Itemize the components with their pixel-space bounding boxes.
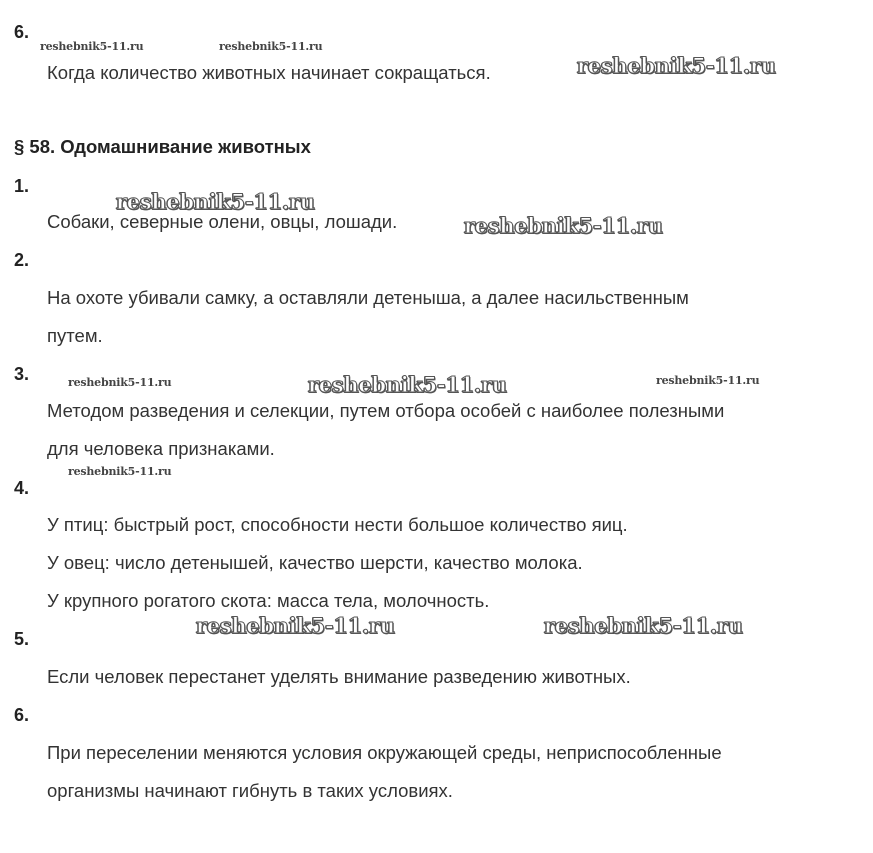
watermark-large: reshebnik5-11.ru <box>116 189 315 214</box>
item-number: 6. <box>14 705 30 725</box>
item-answer-line: Если человек перестанет уделять внимание разведению животных. <box>47 666 631 687</box>
watermark-small: reshebnik5-11.ru <box>40 40 144 53</box>
item-number: 1. <box>14 176 30 196</box>
watermark-large: reshebnik5-11.ru <box>544 613 743 638</box>
watermark-small: reshebnik5-11.ru <box>68 376 172 389</box>
item-answer-line: Собаки, северные олени, овцы, лошади. <box>47 211 398 232</box>
item-answer-line: Методом разведения и селекции, путем отбора особей с наиболее полезными <box>47 400 725 421</box>
item-number: 5. <box>14 629 30 649</box>
item-answer-line: У птиц: быстрый рост, способности нести большое количество яиц. <box>47 514 628 535</box>
prev-item-number: 6. <box>14 22 30 42</box>
item-answer-line: У овец: число детенышей, качество шерсти, качество молока. <box>47 552 583 573</box>
item-answer-line: У крупного рогатого скота: масса тела, молочность. <box>47 590 490 611</box>
item-answer-line: При переселении меняются условия окружающей среды, неприспособленные <box>47 742 722 763</box>
item-answer-line: для человека признаками. <box>47 438 275 459</box>
section-heading: § 58. Одомашнивание животных <box>14 136 311 157</box>
watermark-large: reshebnik5-11.ru <box>464 213 663 238</box>
item-answer-line: организмы начинают гибнуть в таких условиях. <box>47 780 453 801</box>
watermark-small: reshebnik5-11.ru <box>219 40 323 53</box>
watermark-small: reshebnik5-11.ru <box>68 465 172 478</box>
item-answer-line: путем. <box>47 325 103 346</box>
watermark-large: reshebnik5-11.ru <box>308 372 507 397</box>
item-number: 4. <box>14 478 30 498</box>
watermark-large: reshebnik5-11.ru <box>577 53 776 78</box>
prev-item-answer: Когда количество животных начинает сокращаться. <box>47 62 491 83</box>
item-answer-line: На охоте убивали самку, а оставляли детеныша, а далее насильственным <box>47 287 689 308</box>
watermark-large: reshebnik5-11.ru <box>196 613 395 638</box>
item-number: 2. <box>14 250 30 270</box>
watermark-small: reshebnik5-11.ru <box>656 374 760 387</box>
item-number: 3. <box>14 364 30 384</box>
